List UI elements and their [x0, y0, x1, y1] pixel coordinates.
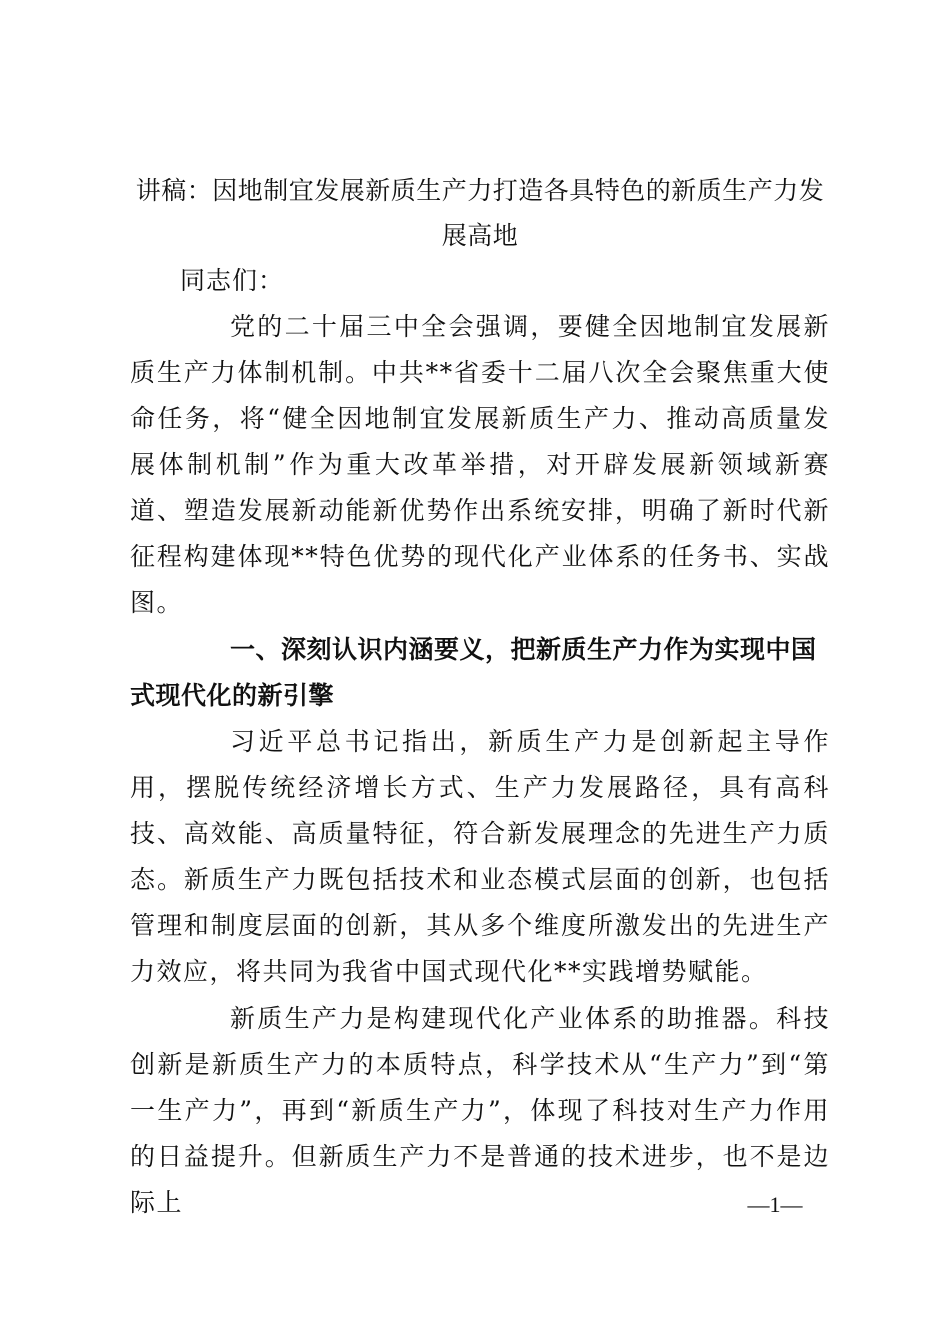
page-number: —1—	[747, 1192, 803, 1217]
intro-paragraph: 党的二十届三中全会强调，要健全因地制宜发展新质生产力体制机制。中共**省委十二届八次全会聚焦重大使命任务，将“健全因地制宜发展新质生产力、推动高质量发展体制机制”作为重大改革举措，对开辟发展新领域新赛道、塑造发展新动能新优势作出系统安排，明确了新时代新征程构建体现**特色优势的现代化产业体系的任务书、实战图。	[130, 312, 830, 617]
section-heading-1: 一、深刻认识内涵要义，把新质生产力作为实现中国式现代化的新引擎	[130, 635, 817, 710]
salutation: 同志们：	[180, 266, 285, 295]
document-body	[130, 168, 830, 1226]
section-1-paragraph-2: 新质生产力是构建现代化产业体系的助推器。科技创新是新质生产力的本质特点，科学技术从“生产力”到“第一生产力”，再到“新质生产力”，体现了科技对生产力作用的日益提升。但新质生产力不是普通的技术进步，也不是边际上	[130, 1004, 830, 1217]
document-title: 讲稿：因地制宜发展新质生产力打造各具特色的新质生产力发展高地	[135, 176, 825, 250]
section-1-paragraph-1: 习近平总书记指出，新质生产力是创新起主导作用，摆脱传统经济增长方式、生产力发展路径，具有高科技、高效能、高质量特征，符合新发展理念的先进生产力质态。新质生产力既包括技术和业态模式层面的创新，也包括管理和制度层面的创新，其从多个维度所激发出的先进生产力效应，将共同为我省中国式现代化**实践增势赋能。	[130, 727, 830, 986]
